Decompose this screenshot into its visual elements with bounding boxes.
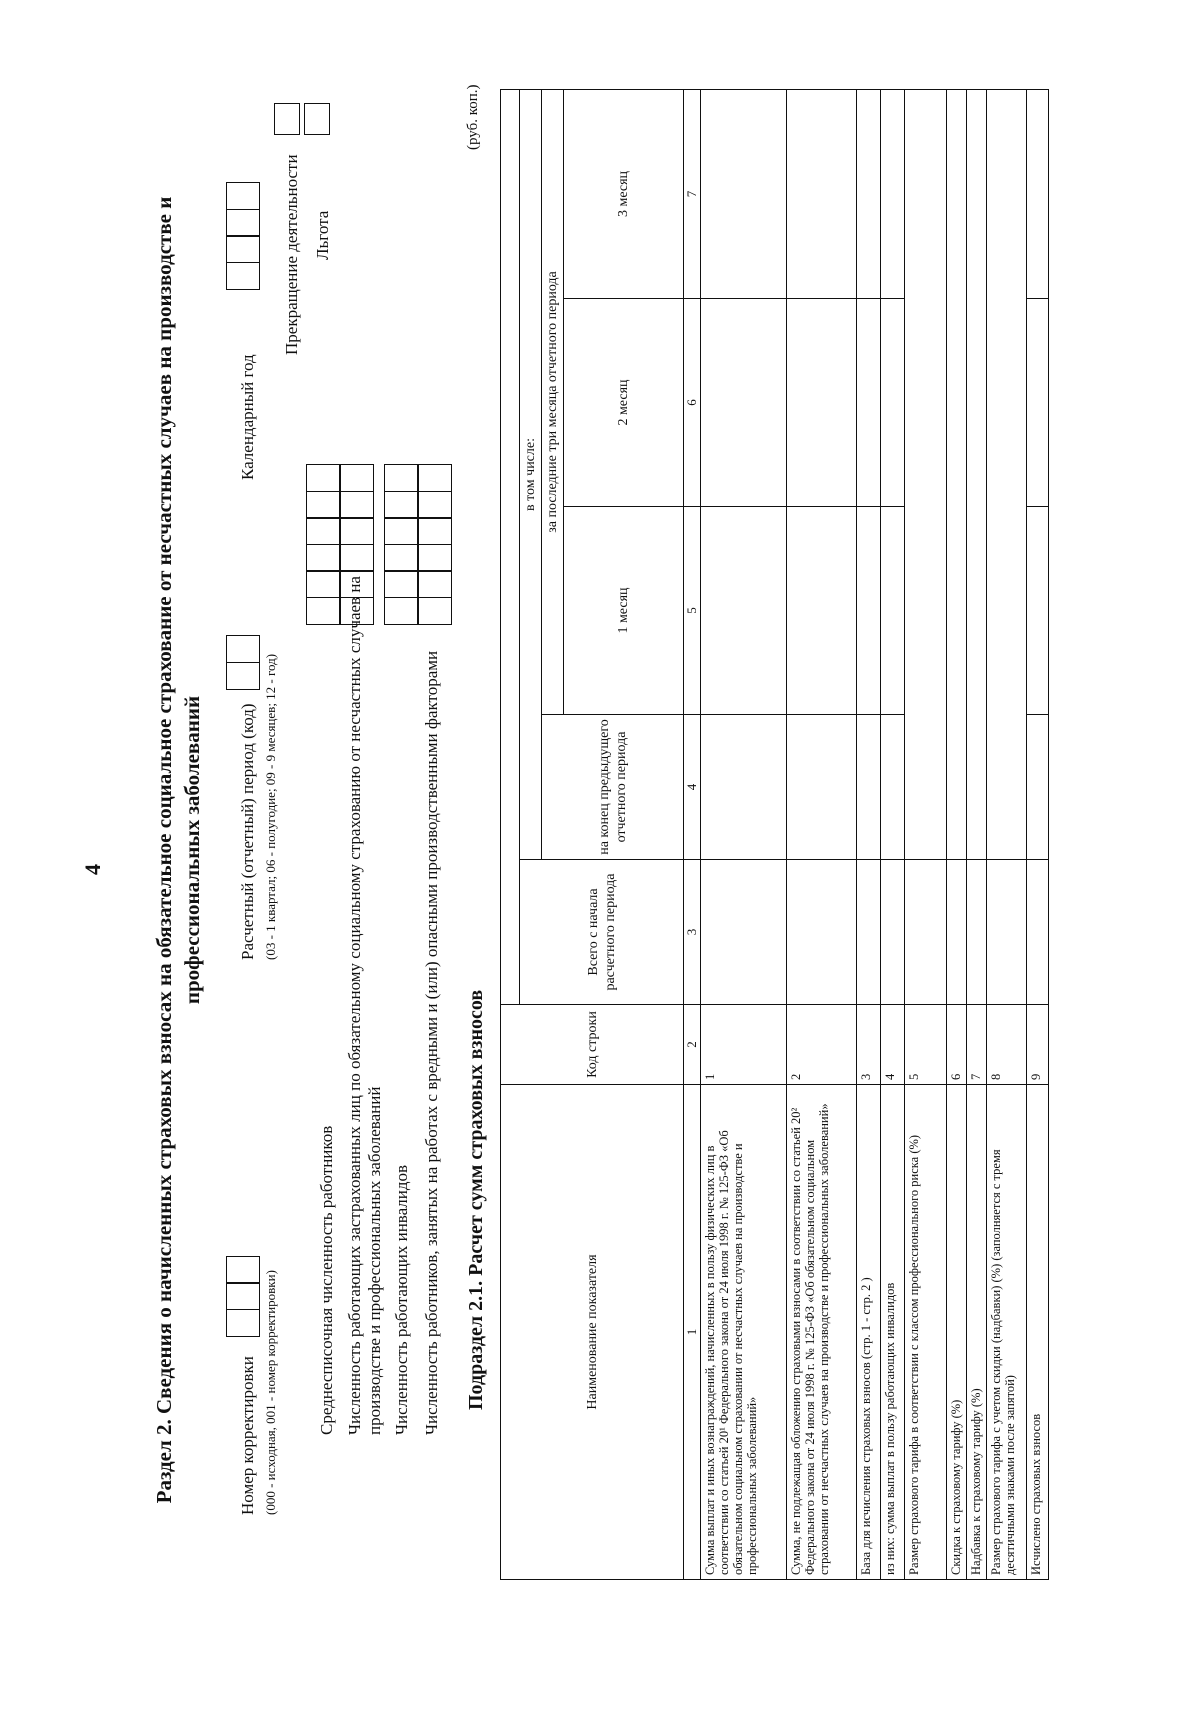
headcount-disabled-cells[interactable] xyxy=(384,465,418,625)
value-cell[interactable] xyxy=(1027,715,1049,860)
headcount-cell[interactable] xyxy=(384,570,418,598)
period-cell-1[interactable] xyxy=(226,662,260,690)
correction-number-cells[interactable] xyxy=(226,1257,260,1337)
headcount-disabled-label: Численность работающих инвалидов xyxy=(392,1164,411,1435)
benefit-cell[interactable] xyxy=(304,103,330,135)
correction-cell-2[interactable] xyxy=(226,1282,260,1310)
value-cell[interactable] xyxy=(881,507,905,715)
headcount-cell[interactable] xyxy=(384,464,418,492)
header-total: Всего с начала расчетного периода xyxy=(520,860,684,1005)
termination-cell-wrap[interactable] xyxy=(274,104,300,135)
headcount-cell[interactable] xyxy=(418,570,452,598)
year-label: Календарный год xyxy=(238,354,257,480)
value-cell[interactable] xyxy=(857,299,881,507)
merged-empty-cell xyxy=(905,89,947,859)
headcount-insured-label-2: производстве и профессиональных заболеваний xyxy=(365,1086,384,1435)
header-code: Код строки xyxy=(501,1005,684,1085)
column-numbers-row xyxy=(684,89,701,1579)
value-cell[interactable] xyxy=(701,507,787,715)
value-cell[interactable] xyxy=(987,860,1027,1005)
header-top-strip xyxy=(501,89,520,1004)
section-title-line2: профессиональных заболеваний xyxy=(180,695,204,1005)
correction-cell-3[interactable] xyxy=(226,1256,260,1284)
header-row-1 xyxy=(501,89,520,1579)
termination-cell[interactable] xyxy=(274,103,300,135)
value-cell[interactable] xyxy=(947,860,967,1005)
row-name: Сумма выплат и иных вознаграждений, начисленных в пользу физических лиц в соответствии со статьей 20¹ Федерального закона от 24 июля 1998 г. № 125-ФЗ «Об обязательном социальном страховании от несчастных случаев на производстве и профессиональных заболеваний» xyxy=(701,1085,787,1580)
headcount-cell[interactable] xyxy=(340,597,374,625)
value-cell[interactable] xyxy=(1027,299,1049,507)
row-name: Исчислено страховых взносов xyxy=(1027,1085,1049,1580)
headcount-cell[interactable] xyxy=(306,517,340,545)
year-cell-1[interactable] xyxy=(226,262,260,290)
col-number: 7 xyxy=(684,89,701,298)
row-name: Надбавка к страховому тарифу (%) xyxy=(967,1085,987,1580)
row-name: из них: сумма выплат в пользу работающих инвалидов xyxy=(881,1085,905,1580)
table-row xyxy=(1027,89,1049,1579)
row-code: 4 xyxy=(881,1005,905,1085)
row-name: Размер страхового тарифа в соответствии с классом профессионального риска (%) xyxy=(905,1085,947,1580)
headcount-cell[interactable] xyxy=(384,491,418,519)
contributions-table xyxy=(500,89,1049,1580)
value-cell[interactable] xyxy=(1027,860,1049,1005)
headcount-cell[interactable] xyxy=(384,517,418,545)
subsection-title: Подраздел 2.1. Расчет сумм страховых взносов xyxy=(465,989,487,1410)
col-number: 6 xyxy=(684,299,701,507)
correction-note: (000 - исходная, 001 - номер корректировки) xyxy=(263,1270,278,1515)
headcount-cell[interactable] xyxy=(306,544,340,572)
headcount-hazardous-label: Численность работников, занятых на работах с вредными и (или) опасными производственными факторами xyxy=(422,650,441,1435)
row-code: 6 xyxy=(947,1005,967,1085)
headcount-cell[interactable] xyxy=(340,464,374,492)
row-code: 1 xyxy=(701,1005,787,1085)
benefit-cell-wrap[interactable] xyxy=(304,104,330,135)
value-cell[interactable] xyxy=(881,860,905,1005)
value-cell[interactable] xyxy=(787,299,857,507)
header-month-2: 2 месяц xyxy=(564,299,684,507)
row-name: Размер страхового тарифа с учетом скидки (надбавки) (%) (заполняется с тремя десятичными знаками после запятой) xyxy=(987,1085,1027,1580)
headcount-hazardous-cells[interactable] xyxy=(418,465,452,625)
correction-cell-1[interactable] xyxy=(226,1309,260,1337)
value-cell[interactable] xyxy=(881,715,905,860)
value-cell[interactable] xyxy=(787,715,857,860)
headcount-cell[interactable] xyxy=(306,491,340,519)
headcount-insured-label-1: Численность работающих застрахованных лиц по обязательному социальному страхованию от несчастных случаев на xyxy=(345,576,364,1435)
header-prev-end: на конец предыдущего отчетного периода xyxy=(542,715,684,860)
value-cell[interactable] xyxy=(701,299,787,507)
value-cell[interactable] xyxy=(857,860,881,1005)
header-name: Наименование показателя xyxy=(501,1085,684,1580)
headcount-cell[interactable] xyxy=(418,491,452,519)
row-code: 8 xyxy=(987,1005,1027,1085)
table-row xyxy=(987,89,1027,1579)
page-number: 4 xyxy=(80,864,105,875)
header-including: в том числе: xyxy=(520,89,542,859)
headcount-cell[interactable] xyxy=(306,597,340,625)
section-title-line1: Раздел 2. Сведения о начисленных страховых взносах на обязательное социальное страхование от несчастных случаев на производстве и xyxy=(152,196,176,1504)
headcount-cell[interactable] xyxy=(418,597,452,625)
header-month-3: 3 месяц xyxy=(564,89,684,298)
period-cell-2[interactable] xyxy=(226,635,260,663)
headcount-cell[interactable] xyxy=(306,570,340,598)
col-number: 4 xyxy=(684,715,701,860)
table-row xyxy=(967,89,987,1579)
headcount-cell[interactable] xyxy=(306,464,340,492)
row-code: 7 xyxy=(967,1005,987,1085)
col-number: 5 xyxy=(684,507,701,715)
headcount-cell[interactable] xyxy=(340,544,374,572)
table-row xyxy=(905,89,947,1579)
headcount-insured-cells[interactable] xyxy=(340,465,374,625)
row-code: 3 xyxy=(857,1005,881,1085)
table-row xyxy=(787,89,857,1579)
headcount-cell[interactable] xyxy=(418,544,452,572)
value-cell[interactable] xyxy=(1027,89,1049,298)
header-month-1: 1 месяц xyxy=(564,507,684,715)
value-cell[interactable] xyxy=(857,507,881,715)
year-cell-3[interactable] xyxy=(226,209,260,237)
table-row xyxy=(881,89,905,1579)
year-cell-2[interactable] xyxy=(226,235,260,263)
year-cells[interactable] xyxy=(226,184,260,290)
header-last-three: за последние три месяца отчетного периода xyxy=(542,89,564,714)
headcount-cell[interactable] xyxy=(384,597,418,625)
period-code-cells[interactable] xyxy=(226,637,260,690)
headcount-cell[interactable] xyxy=(384,544,418,572)
row-code: 9 xyxy=(1027,1005,1049,1085)
correction-label: Номер корректировки xyxy=(238,1356,257,1515)
value-cell[interactable] xyxy=(701,89,787,298)
row-name: Скидка к страховому тарифу (%) xyxy=(947,1085,967,1580)
value-cell[interactable] xyxy=(857,715,881,860)
col-number: 3 xyxy=(684,860,701,1005)
period-label: Расчетный (отчетный) период (код) xyxy=(238,703,257,960)
table-row xyxy=(701,89,787,1579)
row-name: Сумма, не подлежащая обложению страховыми взносами в соответствии со статьей 20² Федерального закона от 24 июля 1998 г. № 125-ФЗ «Об обязательном социальном страховании от несчастных случаев на производстве и профессиональных заболеваний» xyxy=(787,1085,857,1580)
headcount-cell[interactable] xyxy=(418,517,452,545)
value-cell[interactable] xyxy=(787,860,857,1005)
value-cell[interactable] xyxy=(881,299,905,507)
col-number: 2 xyxy=(684,1005,701,1085)
table-row xyxy=(947,89,967,1579)
row-code: 5 xyxy=(905,1005,947,1085)
value-cell[interactable] xyxy=(905,860,947,1005)
value-cell[interactable] xyxy=(701,860,787,1005)
row-code: 2 xyxy=(787,1005,857,1085)
value-cell[interactable] xyxy=(881,89,905,298)
value-cell[interactable] xyxy=(1027,507,1049,715)
section-title xyxy=(150,110,206,1590)
value-cell[interactable] xyxy=(967,860,987,1005)
value-cell[interactable] xyxy=(787,507,857,715)
headcount-average-cells[interactable] xyxy=(306,465,340,625)
merged-empty-cell xyxy=(947,89,967,859)
table-row xyxy=(857,89,881,1579)
unit-label: (руб. коп.) xyxy=(465,84,481,150)
value-cell[interactable] xyxy=(857,89,881,298)
col-number: 1 xyxy=(684,1085,701,1580)
headcount-cell[interactable] xyxy=(340,517,374,545)
year-cell-4[interactable] xyxy=(226,182,260,210)
benefit-label: Льгота xyxy=(313,210,332,260)
headcount-cell[interactable] xyxy=(418,464,452,492)
headcount-cell[interactable] xyxy=(340,570,374,598)
value-cell[interactable] xyxy=(701,715,787,860)
headcount-average-label: Среднесписочная численность работников xyxy=(317,1125,336,1435)
merged-empty-cell xyxy=(987,89,1027,859)
row-name: База для исчисления страховых взносов (стр. 1 - стр. 2 ) xyxy=(857,1085,881,1580)
headcount-cell[interactable] xyxy=(340,491,374,519)
period-note: (03 - 1 квартал; 06 - полугодие; 09 - 9 месяцев; 12 - год) xyxy=(263,653,278,960)
merged-empty-cell xyxy=(967,89,987,859)
value-cell[interactable] xyxy=(787,89,857,298)
termination-label: Прекращение деятельности xyxy=(282,154,301,355)
